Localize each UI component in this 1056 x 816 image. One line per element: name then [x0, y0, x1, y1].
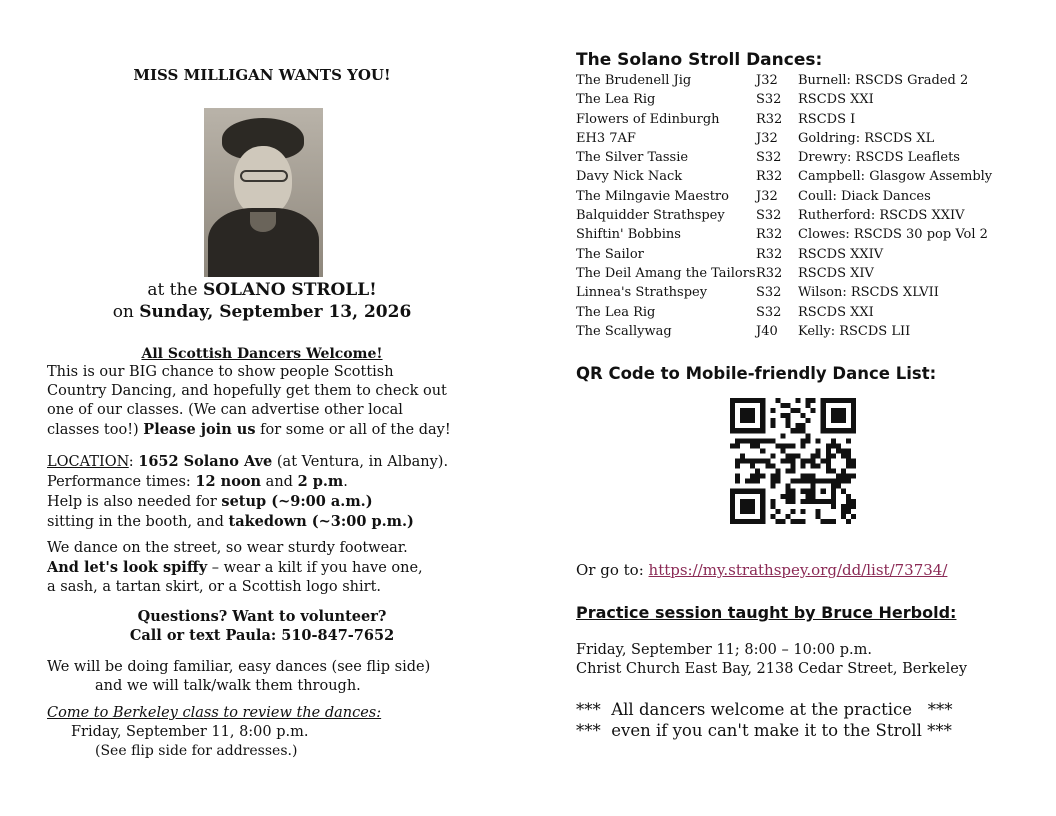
dance-type: J32: [756, 73, 778, 88]
dance-name: Flowers of Edinburgh: [576, 111, 720, 127]
dance-source: RSCDS I: [798, 111, 856, 127]
dance-name: The Sailor: [576, 246, 644, 262]
dance-name: The Milngavie Maestro: [576, 188, 729, 204]
dance-type: R32: [756, 246, 783, 262]
dance-type: J32: [756, 188, 778, 204]
dance-name: The Lea Rig: [576, 92, 656, 108]
dance-type: R32: [756, 227, 783, 243]
qr-code[interactable]: [730, 398, 856, 524]
dance-name: Linnea's Strathspey: [576, 285, 708, 301]
dance-source: Rutherford: RSCDS XXIV: [798, 208, 965, 224]
familiar-paragraph: We will be doing familiar, easy dances (see flip side) and we will talk/walk them through.: [47, 659, 431, 694]
dance-source: RSCDS XIV: [798, 265, 874, 281]
dance-type: J40: [756, 323, 778, 339]
stars-line-1: *** All dancers welcome at the practice ***: [576, 700, 953, 719]
dance-name: The Deil Amang the Tailors: [576, 265, 756, 281]
dance-name: Davy Nick Nack: [576, 169, 683, 185]
dance-name: The Scallywag: [576, 323, 672, 339]
miss-milligan-photo: [204, 108, 323, 277]
qr-title: QR Code to Mobile-friendly Dance List:: [576, 364, 937, 383]
dance-type: R32: [756, 111, 783, 127]
headline: MISS MILLIGAN WANTS YOU!: [133, 66, 391, 84]
dances-title: The Solano Stroll Dances:: [576, 50, 823, 70]
intro-paragraph: This is our BIG chance to show people Scottish Country Dancing, and hopefully get them to check out one of our classes. (We can advertise other local classes too!) Please join us for some or all of the day!: [47, 364, 451, 438]
dance-source: Campbell: Glasgow Assembly: [798, 169, 993, 185]
contact-line: Call or text Paula: 510-847-7652: [129, 627, 395, 644]
dance-source: Kelly: RSCDS LII: [798, 323, 911, 339]
dance-name: The Silver Tassie: [576, 150, 689, 166]
dance-source: RSCDS XXI: [798, 304, 874, 320]
practice-title: Practice session taught by Bruce Herbold:: [576, 603, 957, 622]
dance-type: S32: [756, 92, 782, 108]
dance-source: Coull: Diack Dances: [798, 188, 931, 204]
location-paragraph: LOCATION: 1652 Solano Ave (at Ventura, in Albany). Performance times: 12 noon and 2 p.m. Help is also needed for setup (~9:00 a.m.) sitting in the booth, and takedown (~3:00 p.m.): [47, 453, 449, 530]
dance-type: J32: [756, 130, 778, 146]
practice-date: Friday, September 11; 8:00 – 10:00 p.m.: [576, 642, 873, 658]
dance-type: R32: [756, 169, 783, 185]
dance-source: RSCDS XXI: [798, 92, 874, 108]
dance-name: Balquidder Strathspey: [576, 208, 725, 224]
attire-paragraph: We dance on the street, so wear sturdy footwear. And let's look spiffy – wear a kilt if you have one, a sash, a tartan skirt, or a Scottish logo shirt.: [47, 540, 423, 595]
dance-name: EH3 7AF: [576, 130, 636, 146]
goto-line: Or go to: https://my.strathspey.org/dd/list/73734/: [576, 561, 948, 579]
dance-source: Drewry: RSCDS Leaflets: [798, 150, 960, 166]
dance-name: The Lea Rig: [576, 304, 656, 320]
dance-name: Shiftin' Bobbins: [576, 227, 681, 243]
berkeley-paragraph: Come to Berkeley class to review the dances: Friday, September 11, 8:00 p.m. (See flip side for addresses.): [47, 705, 382, 759]
dance-type: S32: [756, 208, 782, 224]
dance-type: S32: [756, 304, 782, 320]
dance-type: R32: [756, 265, 783, 281]
questions-line: Questions? Want to volunteer?: [137, 608, 387, 625]
dance-type: S32: [756, 150, 782, 166]
practice-location: Christ Church East Bay, 2138 Cedar Street, Berkeley: [576, 661, 968, 677]
welcome-heading: All Scottish Dancers Welcome!: [141, 346, 383, 362]
dance-source: Wilson: RSCDS XLVII: [798, 285, 939, 301]
dance-list-link[interactable]: https://my.strathspey.org/dd/list/73734/: [648, 561, 948, 579]
stroll-line-1: at the SOLANO STROLL!: [147, 280, 377, 300]
dance-source: Clowes: RSCDS 30 pop Vol 2: [798, 227, 988, 243]
dance-source: Goldring: RSCDS XL: [798, 130, 935, 146]
dance-source: Burnell: RSCDS Graded 2: [798, 73, 969, 88]
stroll-line-2: on Sunday, September 13, 2026: [112, 302, 412, 322]
dance-source: RSCDS XXIV: [798, 246, 884, 262]
stars-line-2: *** even if you can't make it to the Stroll ***: [576, 721, 952, 740]
dance-name: The Brudenell Jig: [576, 73, 692, 88]
dance-type: S32: [756, 285, 782, 301]
